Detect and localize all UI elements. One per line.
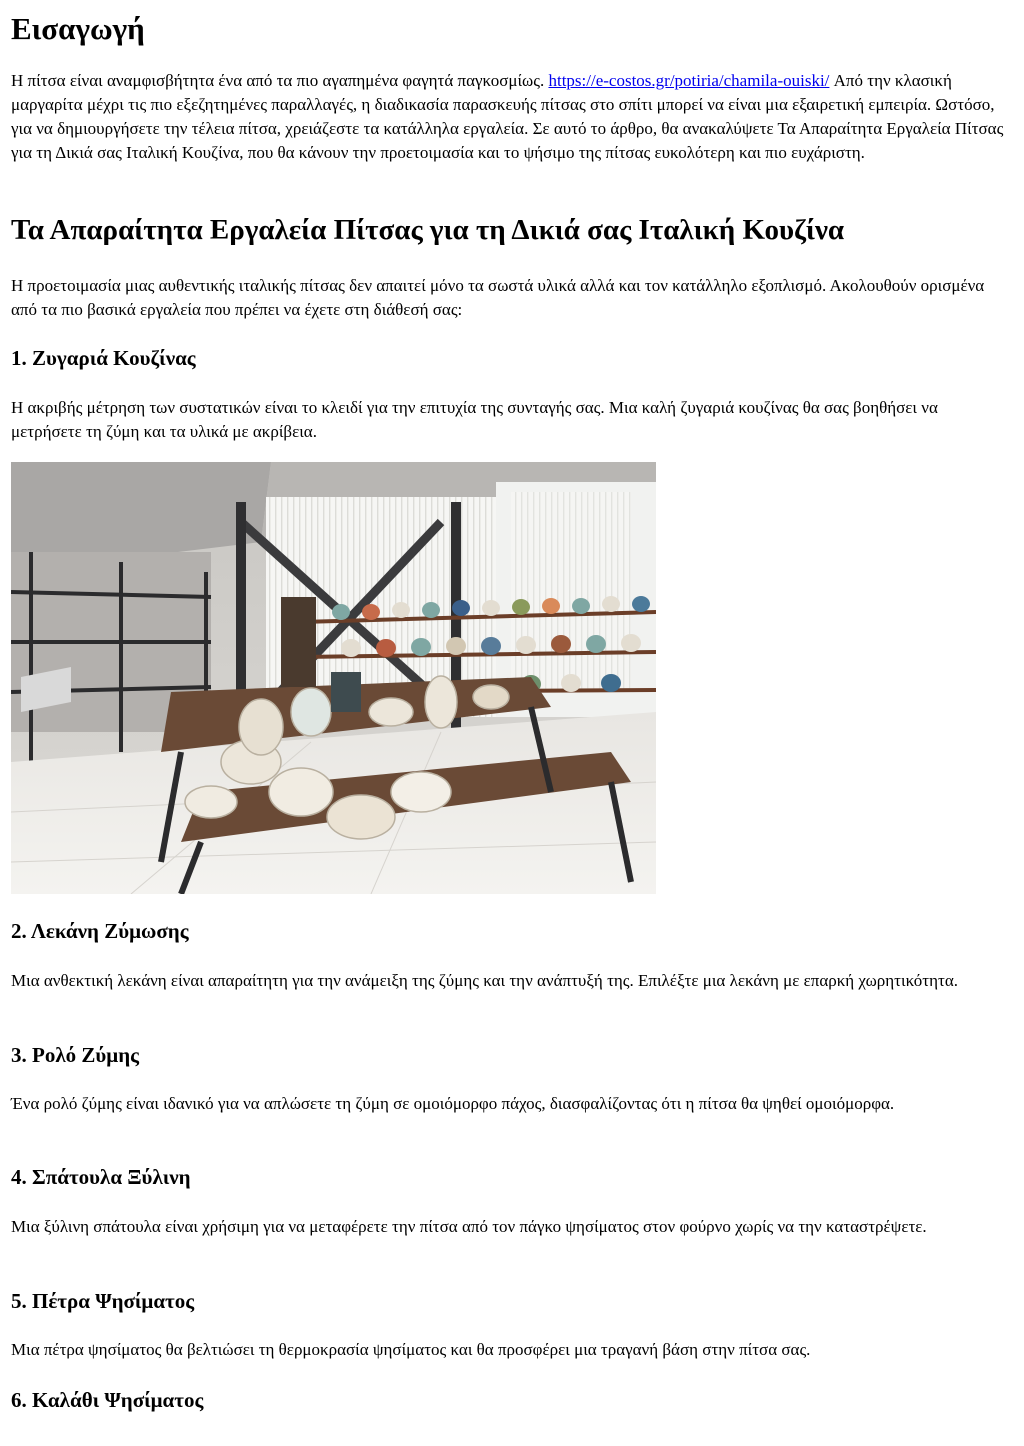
intro-heading: Εισαγωγή [11, 11, 145, 46]
item-heading-rolling-pin: 3. Ρολό Ζύμης [11, 1043, 139, 1067]
intro-paragraph [11, 69, 1009, 165]
item-heading-bowl: 2. Λεκάνη Ζύμωσης [11, 919, 189, 943]
item-heading-spatula: 4. Σπάτουλα Ξύλινη [11, 1165, 191, 1189]
item-heading-basket: 6. Καλάθι Ψησίματος [11, 1388, 204, 1412]
intro-paragraph-rest: Από την κλασική μαργαρίτα μέχρι τις πιο εξεζητημένες παραλλαγές, η διαδικασία παρασκευής πίτσας στο σπίτι μπορεί να είναι μια εξαιρετική εμπειρία. Ωστόσο, για να δημιουργήσετε την τέλεια πίτσα, χρειάζεστε τα κατάλληλα εργαλεία. Σε αυτό το άρθρο, θα ανακαλύψετε Τα Απαραίτητα Εργαλεία Πίτσας για τη Δικιά σας Ιταλική Κουζίνα, που θα κάνουν την προετοιμασία και το ψήσιμο της πίτσας ευκολότερη και πιο ευχάριστη. [11, 71, 1004, 162]
intro-paragraph-text: Η πίτσα είναι αναμφισβήτητα ένα από τα πιο αγαπημένα φαγητά παγκοσμίως. [11, 71, 549, 90]
item-text-spatula: Μια ξύλινη σπάτουλα είναι χρήσιμη για να μεταφέρετε την πίτσα από τον πάγκο ψησίματος στον φούρνο χωρίς να την καταστρέψετε. [11, 1217, 927, 1236]
costos-link[interactable]: https://e-costos.gr/potiria/chamila-ouiski/ [548, 71, 830, 90]
item-text-stone: Μια πέτρα ψησίματος θα βελτιώσει τη θερμοκρασία ψησίματος και θα προσφέρει μια τραγανή βάση στην πίτσα σας. [11, 1340, 811, 1359]
showroom-photo [11, 462, 656, 894]
section-heading: Τα Απαραίτητα Εργαλεία Πίτσας για τη Δικιά σας Ιταλική Κουζίνα [11, 214, 845, 246]
section-intro-paragraph: Η προετοιμασία μιας αυθεντικής ιταλικής πίτσας δεν απαιτεί μόνο τα σωστά υλικά αλλά και τον κατάλληλο εξοπλισμό. Ακολουθούν ορισμένα από τα πιο βασικά εργαλεία που πρέπει να έχετε στη διάθεσή σας: [11, 276, 985, 319]
item-heading-scale: 1. Ζυγαριά Κουζίνας [11, 346, 196, 370]
item-heading-stone: 5. Πέτρα Ψησίματος [11, 1289, 195, 1313]
item-text-scale: Η ακριβής μέτρηση των συστατικών είναι το κλειδί για την επιτυχία της συνταγής σας. Μια καλή ζυγαριά κουζίνας θα σας βοηθήσει να μετρήσετε τη ζύμη και τα υλικά με ακρίβεια. [11, 398, 938, 441]
item-text-rolling-pin: Ένα ρολό ζύμης είναι ιδανικό για να απλώσετε τη ζύμη σε ομοιόμορφο πάχος, διασφαλίζοντας ότι η πίτσα θα ψηθεί ομοιόμορφα. [11, 1094, 895, 1113]
item-text-bowl: Μια ανθεκτική λεκάνη είναι απαραίτητη για την ανάμειξη της ζύμης και την ανάπτυξή της. Επιλέξτε μια λεκάνη με επαρκή χωρητικότητα. [11, 971, 958, 990]
